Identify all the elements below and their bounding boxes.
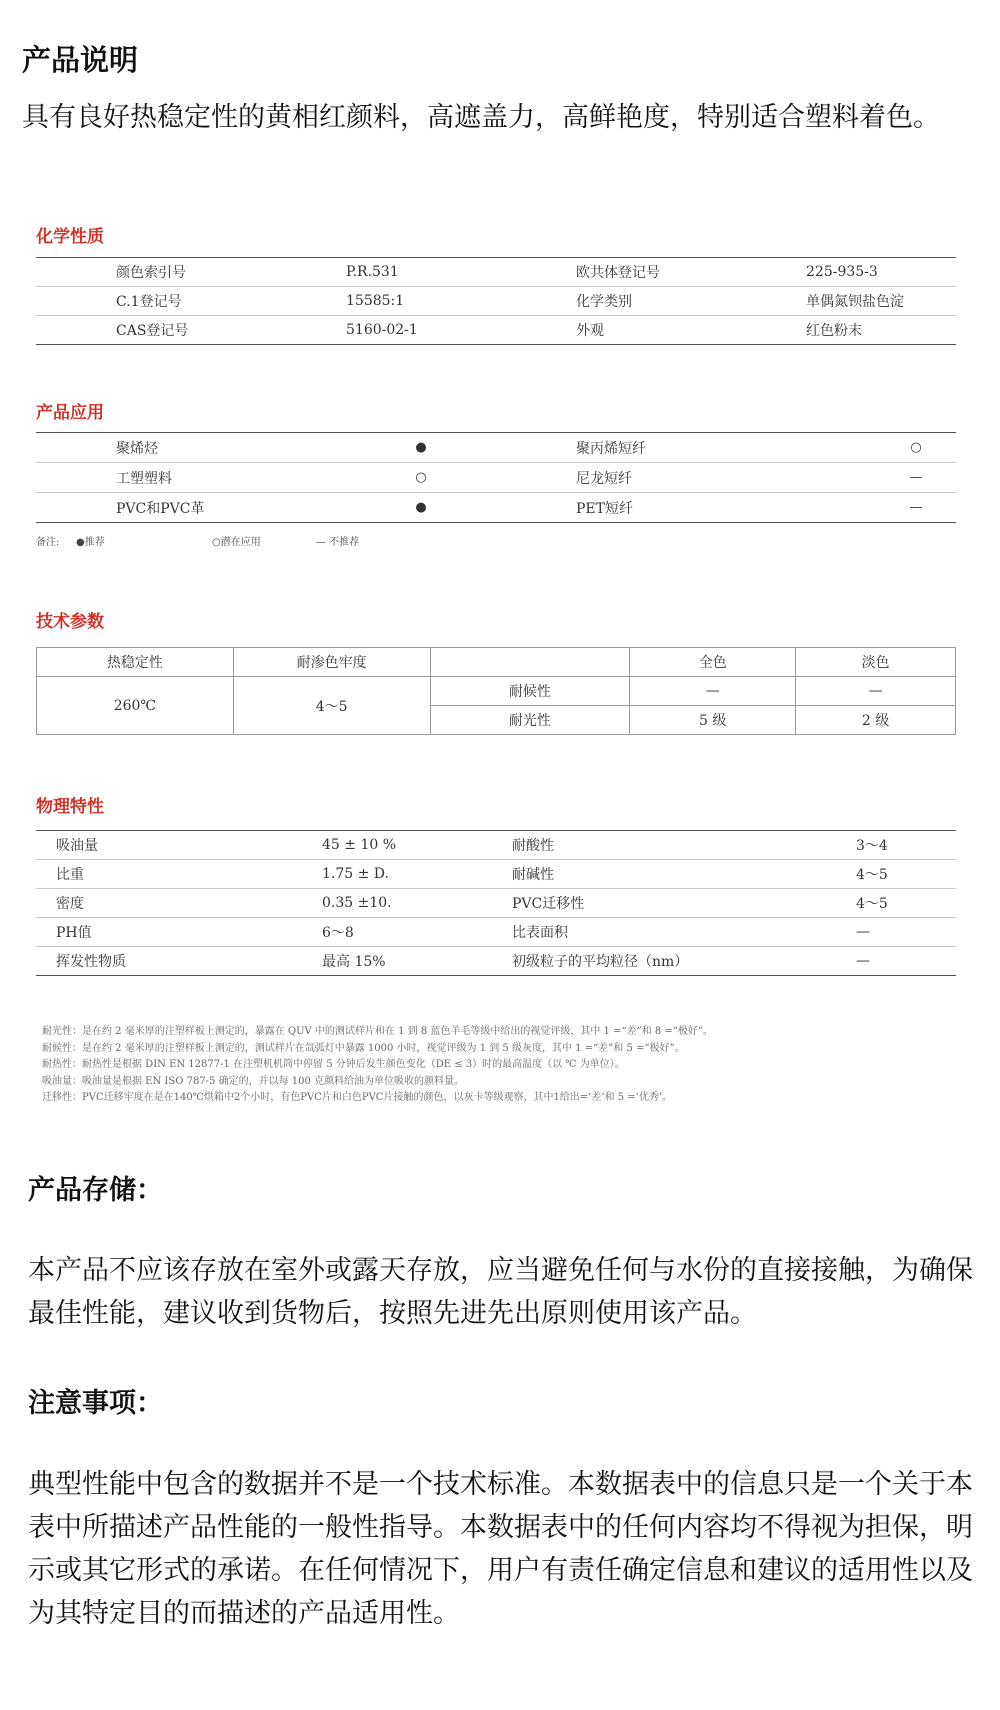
table-row: [36, 287, 956, 316]
recommend-mark: ○: [346, 463, 496, 493]
recommend-mark: ●: [415, 440, 427, 455]
tech-value: 5 级: [630, 706, 796, 735]
product-description-text: 具有良好热稳定性的黄相红颜料，高遮盖力，高鲜艳度，特别适合塑料着色。: [22, 102, 940, 133]
physical-properties-title: 物理特性: [36, 797, 104, 817]
phys-value: 4～5: [856, 860, 956, 889]
chem-label: CAS登记号: [116, 316, 346, 345]
application-label: 聚丙烯短纤: [576, 440, 646, 457]
table-row: [36, 463, 956, 493]
table-row: [36, 860, 956, 889]
phys-value: 最高 15%: [322, 947, 512, 976]
physical-properties-table: [36, 830, 956, 976]
tech-header: 全色: [630, 648, 796, 677]
product-application-title: 产品应用: [36, 403, 104, 423]
table-row: [36, 947, 956, 976]
phys-value: 0.35 ±10.: [322, 889, 512, 918]
chem-label: 颜色索引号: [116, 265, 186, 281]
application-label: 聚烯烃: [116, 440, 158, 457]
note-line: 迁移性：PVC迁移牢度在是在140℃烘箱中2个小时，有色PVC片和白色PVC片接触的颜色，以灰卡等级观察，其中1给出=‘差’和 5 =‘优秀’。: [42, 1092, 672, 1103]
chem-value: 5160-02-1: [346, 316, 496, 345]
application-label: 工塑塑料: [116, 463, 346, 493]
chem-label: 外观: [576, 316, 806, 345]
application-label: PVC和PVC革: [116, 493, 346, 523]
test-method-notes: [42, 1024, 962, 1107]
phys-value: 6～8: [322, 918, 512, 947]
chem-label: 欧共体登记号: [576, 265, 660, 281]
product-application-table: [36, 432, 956, 523]
chem-value: 红色粉末: [806, 316, 956, 345]
phys-label: 密度: [56, 889, 322, 918]
chem-value: 15585:1: [346, 287, 496, 316]
tech-header: [430, 648, 630, 677]
recommend-mark: ●: [346, 493, 496, 523]
technical-parameters-title: 技术参数: [36, 612, 104, 632]
chem-label: 化学类别: [576, 287, 806, 316]
chem-label: C.1登记号: [116, 287, 346, 316]
application-legend: [36, 533, 359, 548]
phys-value: —: [856, 918, 956, 947]
legend-label: 备注:: [36, 537, 60, 548]
tech-label: 耐候性: [430, 677, 630, 706]
chem-value: 225-935-3: [806, 264, 878, 280]
phys-label: PVC迁移性: [512, 889, 856, 918]
heat-stability-value: 260℃: [37, 677, 234, 735]
phys-value: 3～4: [856, 838, 888, 854]
phys-label: 初级粒子的平均粒径（nm）: [512, 947, 856, 976]
table-row: [37, 648, 956, 677]
phys-label: 比表面积: [512, 918, 856, 947]
table-row: [36, 493, 956, 523]
phys-label: 比重: [56, 860, 322, 889]
legend-not-recommended: — 不推荐: [316, 537, 360, 548]
tech-value: —: [630, 677, 796, 706]
chem-value: 单偶氮钡盐色淀: [806, 287, 956, 316]
product-description-title: 产品说明: [22, 43, 139, 77]
phys-label: 耐酸性: [512, 838, 554, 854]
table-row: [36, 433, 956, 463]
chem-value: P.R.531: [346, 264, 399, 280]
application-label: 尼龙短纤: [576, 463, 876, 493]
note-line: 耐候性：是在约 2 毫米厚的注塑样板上测定的，测试样片在氙弧灯中暴露 1000 小时，视觉评级为 1 到 5 级灰度，其中 1 =“差”和 5 =“极好”。: [42, 1042, 685, 1054]
phys-label: 挥发性物质: [56, 947, 322, 976]
note-line: 吸油量：吸油量是根据 EN ISO 787-5 确定的，并以每 100 克颜料给油为单位吸收的颜料量。: [42, 1075, 465, 1087]
phys-label: PH值: [56, 918, 322, 947]
table-row: [36, 316, 956, 345]
tech-header: 淡色: [796, 648, 956, 677]
legend-recommended: ●推荐: [76, 537, 105, 548]
tech-label: 耐光性: [430, 706, 630, 735]
tech-header: 热稳定性: [37, 648, 234, 677]
phys-value: 45 ± 10 %: [322, 837, 397, 853]
phys-value: 1.75 ± D.: [322, 860, 512, 889]
storage-title: 产品存储：: [28, 1175, 163, 1206]
phys-label: 吸油量: [56, 838, 98, 854]
caution-title: 注意事项：: [28, 1388, 163, 1419]
phys-value: 4～5: [856, 889, 956, 918]
table-row: [36, 889, 956, 918]
chemical-properties-table: [36, 257, 956, 345]
tech-value: 2 级: [796, 706, 956, 735]
legend-potential: ○潜在应用: [212, 537, 261, 548]
phys-label: 耐碱性: [512, 860, 856, 889]
table-row: [36, 918, 956, 947]
technical-parameters-table: [36, 647, 956, 735]
recommend-mark: —: [876, 493, 956, 523]
bleed-fastness-value: 4～5: [233, 677, 430, 735]
table-row: [37, 677, 956, 706]
phys-value: —: [856, 947, 956, 976]
chemical-properties-title: 化学性质: [36, 227, 104, 247]
note-line: 耐热性：耐热性是根据 DIN EN 12877-1 在注塑机机筒中停留 5 分钟后发生颜色变化（DE ≤ 3）时的最高温度（以 ℃ 为单位）。: [42, 1059, 625, 1070]
tech-value: —: [796, 677, 956, 706]
application-label: PET短纤: [576, 493, 876, 523]
recommend-mark: —: [876, 463, 956, 493]
storage-text: 本产品不应该存放在室外或露天存放，应当避免任何与水份的直接接触，为确保最佳性能，建议收到货物后，按照先进先出原则使用该产品。: [28, 1255, 973, 1329]
tech-header: 耐渗色牢度: [233, 648, 430, 677]
recommend-mark: ○: [910, 440, 922, 455]
note-line: 耐光性：是在约 2 毫米厚的注塑样板上测定的，暴露在 QUV 中的测试样片和在 1 到 8 蓝色羊毛等级中给出的视觉评级，其中 1 =“差”和 8 =“极好”。: [42, 1026, 714, 1037]
table-row: [36, 258, 956, 287]
caution-text: 典型性能中包含的数据并不是一个技术标准。本数据表中的信息只是一个关于本表中所描述产品性能的一般性指导。本数据表中的任何内容均不得视为担保，明示或其它形式的承诺。在任何情况下，用户有责任确定信息和建议的适用性以及为其特定目的而描述的产品适用性。: [28, 1469, 973, 1629]
table-row: [36, 831, 956, 860]
